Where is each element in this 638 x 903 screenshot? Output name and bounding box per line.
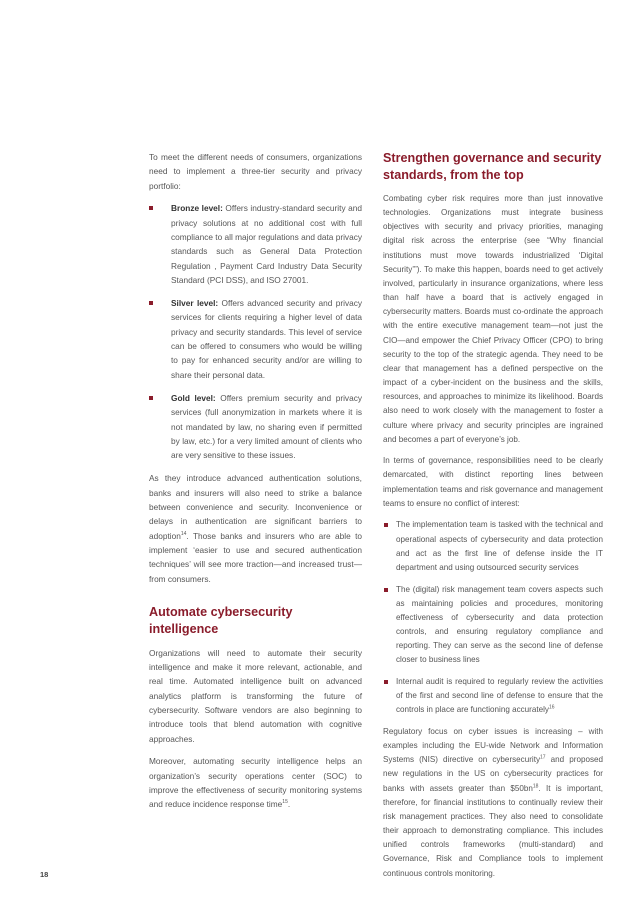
level-text: Offers premium security and privacy services (full anonymization in markets where it is not mandated by law, no sharing even if permitted by law, etc.) for a very limited amount of clients who are very sensitive to these issues. <box>171 392 362 461</box>
security-levels-list <box>149 201 362 462</box>
list-item: Internal audit is required to regularly review the activities of the first and second line of defense to ensure that the controls in place are functioning accurately$^{16}$ <box>383 675 603 717</box>
soc-paragraph: Moreover, automating security intelligence helps an organization’s security operations center (SOC) to improve the effectiveness of security monitoring systems and reduce incidence response time$^{15}$. <box>149 756 362 810</box>
governance-paragraph: Combating cyber risk requires more than just innovative technologies. Organizations must integrate business objectives with security and privacy priorities, managing digital risk across the enterprise (see “Why financial institutions must move towards industrialized ‘Digital Security’”). To make this happen, boards need to get actively involved, particularly in insurance organizations, where less than half have a board that is actively engaged in cybersecurity matters. Boards must co-ordinate the approach with the entire executive management team—not just the CIO—and empower the Chief Privacy Officer (CPO) to bring security to the top of the strategic agenda. They need to be clear that management has a defined perspective on the impact of a cyber-incident on the business and the skills, resources, and approaches to minimize its likelihood. Boards also need to work closely with the management to foster a culture where privacy and security principles are ingrained and becomes a part of everyone’s job. <box>383 194 603 444</box>
authentication-paragraph: As they introduce advanced authentication solutions, banks and insurers will also need to strike a balance between convenience and security. Inconvenience or delays in authentication are significant barriers to adoption$^{14}$. Those banks and insurers who are able to implement ‘easier to use and secured authentication techniques’ will see more traction—and increased trust—from consumers. <box>149 473 362 584</box>
portfolio-intro: To meet the different needs of consumers, organizations need to implement a three-tier security and privacy portfolio: <box>149 152 362 191</box>
section-heading-governance: Strengthen governance and security standards, from the top <box>383 151 602 182</box>
level-label: Gold level: <box>171 392 216 403</box>
page-number: 18 <box>40 870 49 879</box>
level-text: Offers industry-standard security and privacy solutions at no additional cost with full compliance to all major regulations and data privacy standards such as General Data Protection Regulation , Payment Card Industry Data Security Standard (PCI DSS), and ISO 27001. <box>171 203 362 285</box>
footnote-ref: 17 <box>540 754 546 761</box>
regulatory-paragraph: Regulatory focus on cyber issues is increasing – with examples including the EU-wide Network and Information Systems (NIS) directive on cybersecurity$^{17}$ and proposed new regulations in the US on cybersecurity practices for banks with assets greater than $\$50bn^{18}$. It is important, therefore, for financial institutions to continually review their risk management practices. They also need to consolidate their approach to demonstrating compliance. This includes unified controls frameworks (multi-standard) and Governance, Risk and Compliance tools to implement continuous controls monitoring. <box>383 726 604 878</box>
footnote-ref: 15 <box>282 799 288 806</box>
list-item: The (digital) risk management team covers aspects such as maintaining policies and procedures, monitoring effectiveness of cybersecurity and data protection controls, and ensuring regulatory compliance and reporting. They can serve as the second line of defense closer to business lines <box>383 583 603 668</box>
level-text: Offers advanced security and privacy services for clients requiring a higher level of data privacy and security standards. This level of service can be offered to consumers who would be willing to pay for enhanced security and/or are willing to share their personal data. <box>171 298 362 380</box>
list-item <box>149 296 362 382</box>
section-heading-automate: Automate cybersecurity intelligence <box>149 604 293 636</box>
demarcation-paragraph: In terms of governance, responsibilities need to be clearly demarcated, with distinct reporting lines between implementation teams and risk governance and management teams to ensure no conflict of interest: <box>383 456 603 508</box>
level-label: Silver level: <box>171 298 219 309</box>
footnote-ref: 18 <box>532 782 539 789</box>
bullet-icon <box>384 523 388 527</box>
bullet-icon <box>149 206 153 210</box>
footnote-ref: 14 <box>180 530 187 537</box>
footnote-ref: 16 <box>548 704 555 711</box>
list-item: The implementation team is tasked with the technical and operational aspects of cybersecurity and data protection and act as the first line of defense inside the IT department and using outsourced security services <box>383 518 603 575</box>
list-item <box>149 391 362 462</box>
automate-paragraph: Organizations will need to automate their security intelligence and make it more relevant, actionable, and real time. Automated intelligence built on advanced analytics platform is transforming the future of cybersecurity. Software vendors are also beginning to introduce tools that blend automation with cognitive approaches. <box>149 647 362 744</box>
teams-list <box>383 518 603 717</box>
bullet-icon <box>384 680 388 684</box>
level-label: Bronze level: <box>171 203 223 214</box>
bullet-icon <box>149 396 153 400</box>
left-column <box>149 150 362 820</box>
bullet-icon <box>149 301 153 305</box>
bullet-icon <box>384 588 388 592</box>
list-item <box>149 201 362 287</box>
right-column <box>383 150 603 888</box>
